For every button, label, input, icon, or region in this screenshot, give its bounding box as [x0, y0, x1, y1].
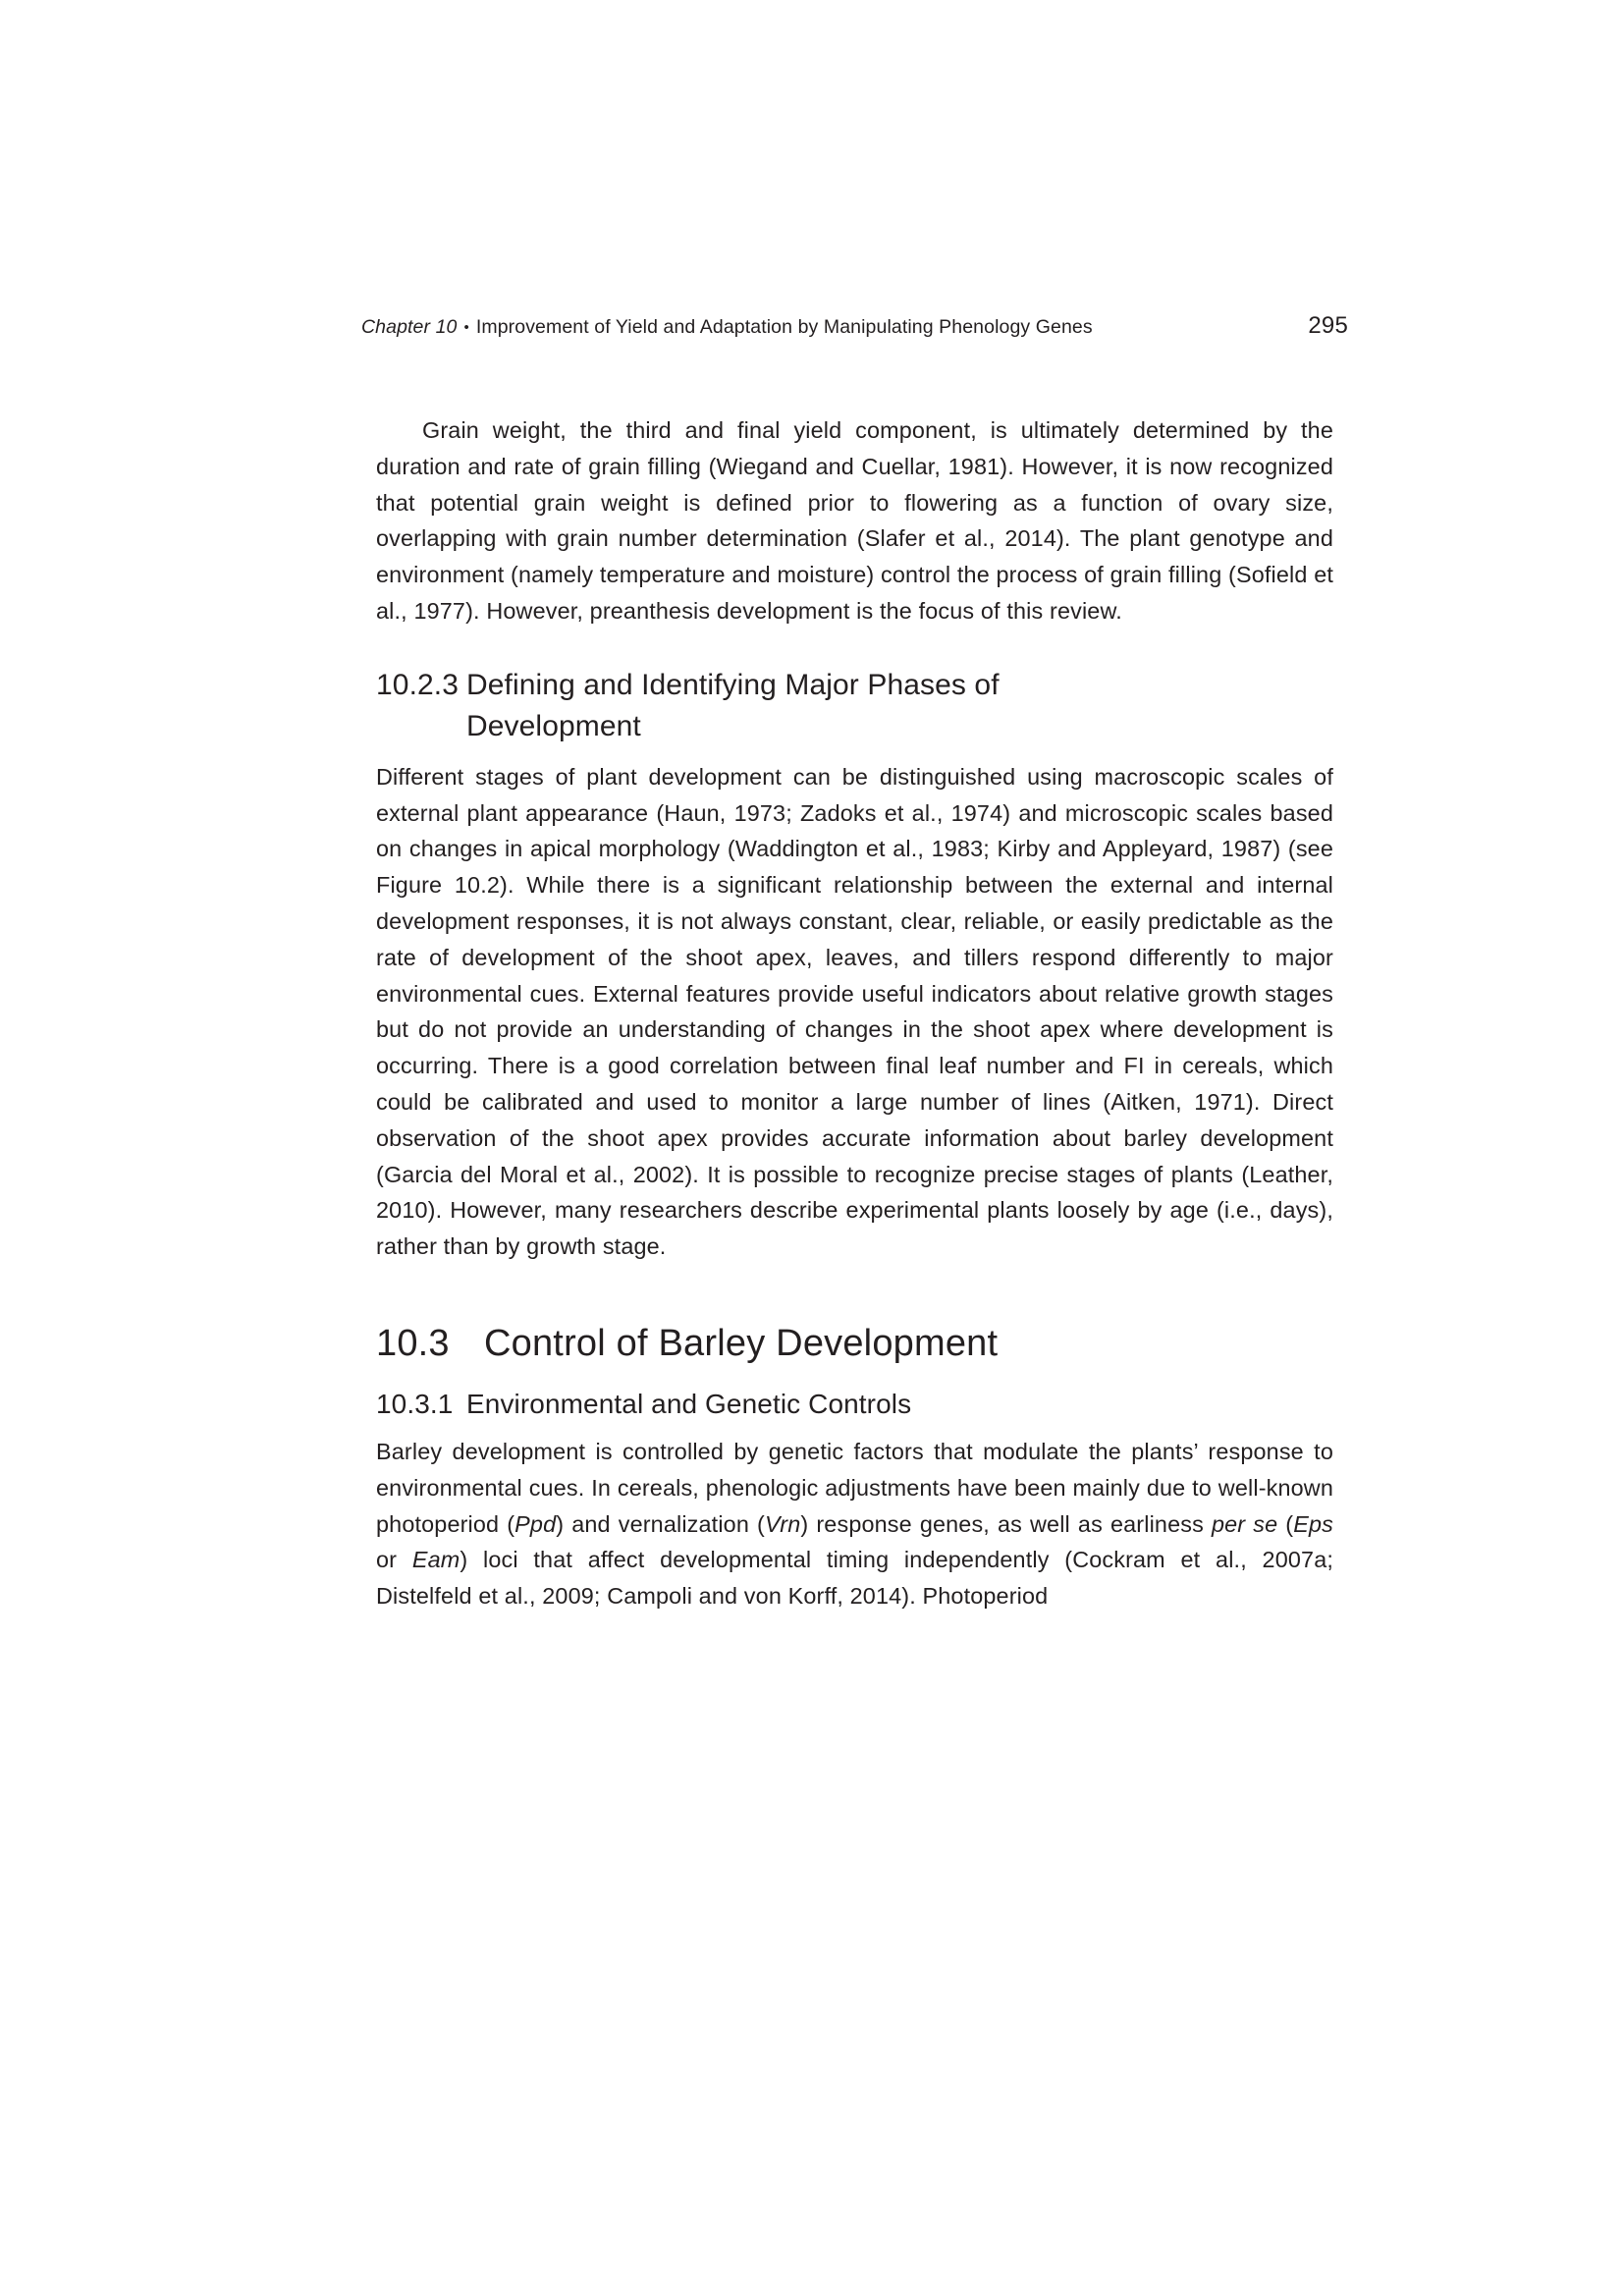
heading-10-3-1-text: Environmental and Genetic Controls — [466, 1388, 912, 1419]
heading-10-2-3-text: Defining and Identifying Major Phases of Development — [466, 668, 1000, 742]
running-head — [361, 312, 1348, 340]
heading-10-2-3 — [376, 665, 1333, 747]
heading-10-3-1 — [376, 1385, 1333, 1424]
heading-10-3-1-number: 10.3.1 — [376, 1388, 454, 1419]
para3-part-d: ( — [1277, 1510, 1294, 1537]
paragraph-environmental-genetic-controls — [376, 1434, 1333, 1614]
heading-10-3-number: 10.3 — [376, 1322, 450, 1364]
page-number: 295 — [1308, 312, 1348, 339]
paragraph-grain-weight: Grain weight, the third and final yield component, is ultimately determined by the duration and rate of grain filling (Wiegand and Cuellar, 1981). However, it is now recognized that potential grain weight is defined prior to flowering as a function of ovary size, overlapping with grain number determination (Slafer et al., 2014). The plant genotype and environment (namely temperature and moisture) control the process of grain filling (Sofield et al., 1977). However, preanthesis development is the focus of this review. — [376, 417, 1333, 624]
heading-10-3 — [376, 1320, 1333, 1367]
paragraph-development-stages: Different stages of plant development can be distinguished using macroscopic scales of external plant appearance (Haun, 1973; Zadoks et al., 1974) and microscopic scales based on changes in apical morphology (Waddington et al., 1983; Kirby and Appleyard, 1987) (see Figure 10.2). While there is a significant relationship between the external and internal development responses, it is not always constant, clear, reliable, or easily predictable as the rate of development of the shoot apex, leaves, and tillers respond differently to major environmental cues. External features provide useful indicators about relative growth stages but do not provide an understanding of changes in the shoot apex where development is occurring. There is a good correlation between final leaf number and FI in cereals, which could be calibrated and used to monitor a large number of lines (Aitken, 1971). Direct observation of the shoot apex provides accurate information about barley development (Garcia del Moral et al., 2002). It is possible to recognize precise stages of plants (Leather, 2010). However, many researchers describe experimental plants loosely by age (i.e., days), rather than by growth stage. — [376, 763, 1333, 1260]
gene-vrn: Vrn — [764, 1510, 801, 1537]
gene-eam: Eam — [411, 1547, 460, 1573]
running-head-left — [361, 316, 1093, 339]
para3-part-b: ) and vernalization ( — [556, 1510, 765, 1537]
bullet-icon: • — [463, 319, 469, 336]
para3-part-f: ) loci that affect developmental timing independently (Cockram et al., 2007a; Distelfeld et al., 2009; Campoli and von Korff, 2014). Photoperiod — [376, 1547, 1333, 1610]
para3-part-e: or — [376, 1547, 412, 1573]
page-content — [376, 412, 1333, 1614]
term-per-se: per se — [1211, 1510, 1278, 1537]
running-head-title: Improvement of Yield and Adaptation by Manipulating Phenology Genes — [475, 316, 1093, 338]
para3-part-a: Barley development is controlled by genetic factors that modulate the plants’ response to environmental cues. In cereals, phenologic adjustments have been mainly due to well-known photoperiod ( — [376, 1438, 1333, 1537]
heading-10-2-3-number: 10.2.3 — [376, 668, 460, 701]
gene-ppd: Ppd — [514, 1510, 557, 1537]
gene-eps: Eps — [1293, 1510, 1333, 1537]
para3-part-c: ) response genes, as well as earliness — [800, 1510, 1212, 1537]
heading-10-3-text: Control of Barley Development — [484, 1322, 999, 1364]
running-head-chapter: Chapter 10 — [361, 316, 458, 338]
